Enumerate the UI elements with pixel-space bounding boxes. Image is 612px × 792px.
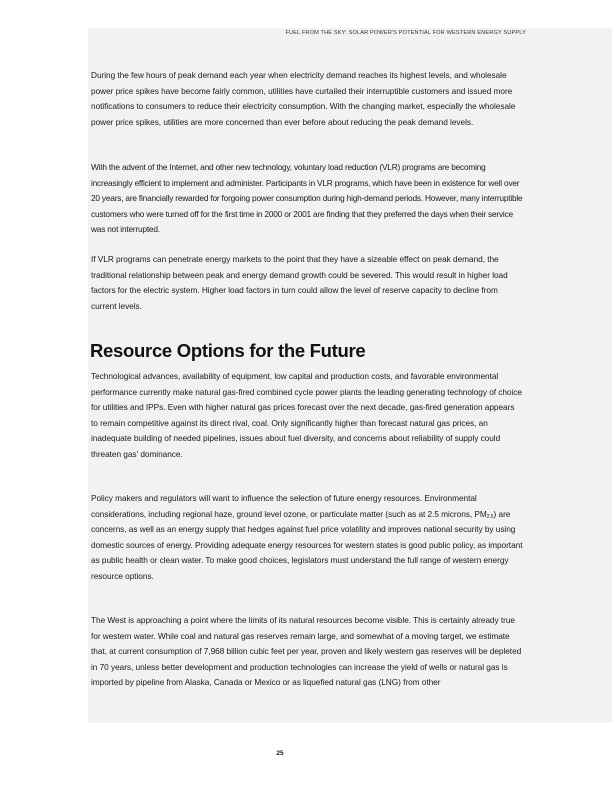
paragraph-peak-demand: During the few hours of peak demand each year when electricity demand reaches its highest levels, and wholesale power price spikes have become fairly common, utilities have curtailed their interruptible customers and issued more notifications to consumers to reduce their electricity consumption. With the changing market, especially the wholesale power price spikes, utilities are more concerned than ever before about reducing the peak demand levels. [91,70,516,127]
paragraph-vlr-penetration: If VLR programs can penetrate energy markets to the point that they have a sizeable effect on peak demand, the traditional relationship between peak and energy demand growth could be severed. This would result in higher load factors for the electric system. Higher load factors in turn could allow the level of reserve capacity to decline from current levels. [91,254,508,311]
pm-subscript: 2.5 [486,513,494,520]
paragraph-policy-makers [91,491,523,584]
section-heading: Resource Options for the Future [90,340,366,361]
running-header: FUEL FROM THE SKY: SOLAR POWER'S POTENTIAL FOR WESTERN ENERGY SUPPLY [285,30,526,36]
paragraph-vlr-programs: With the advent of the Internet, and other new technology, voluntary load reduction (VLR) programs are becoming increasingly efficient to implement and administer. Participants in VLR programs, which have been in existence for well over 20 years, are financially rewarded for forgoing power consumption during high-demand periods. However, many interruptible customers who were turned off for the first time in 2000 or 2001 are finding that they preferred the days when their service was not interrupted. [91,162,523,234]
paragraph-technological-advances: Technological advances, availability of equipment, low capital and production costs, and favorable environmental performance currently make natural gas-fired combined cycle power plants the leading generating technology of choice for utilities and IPPs. Even with higher natural gas prices forecast over the next decade, gas-fired generation appears to remain competitive against its direct rival, coal. Only significantly higher than forecast natural gas prices, an inadequate building of needed pipelines, issues about fuel diversity, and concerns about reliability of supply could threaten gas' dominance. [91,371,522,459]
page-number: 25 [276,750,284,757]
policy-text-end: ) are concerns, as well as an energy supply that hedges against fuel price volatility and improves national security by using domestic sources of energy. Providing adequate energy resources for western states is good public policy, as important as public health or clean water. To make good choices, legislators must understand the full range of western energy resource options. [91,508,523,581]
paragraph-west-resources: The West is approaching a point where the limits of its natural resources become visible. This is certainly already true for western water. While coal and natural gas reserves remain large, and somewhat of a moving target, we estimate that, at current consumption of 7,968 billion cubic feet per year, proven and likely western gas reserves will be depleted in 70 years, unless better development and production technologies can increase the yield of wells or natural gas is imported by pipeline from Alaska, Canada or Mexico or as liquefied natural gas (LNG) from other [91,615,522,687]
policy-text-start: Policy makers and regulators will want to influence the selection of future energy resources. Environmental considerations, including regional haze, ground level ozone, or particulate matter (such as at 2.5 microns, PM [91,493,487,519]
